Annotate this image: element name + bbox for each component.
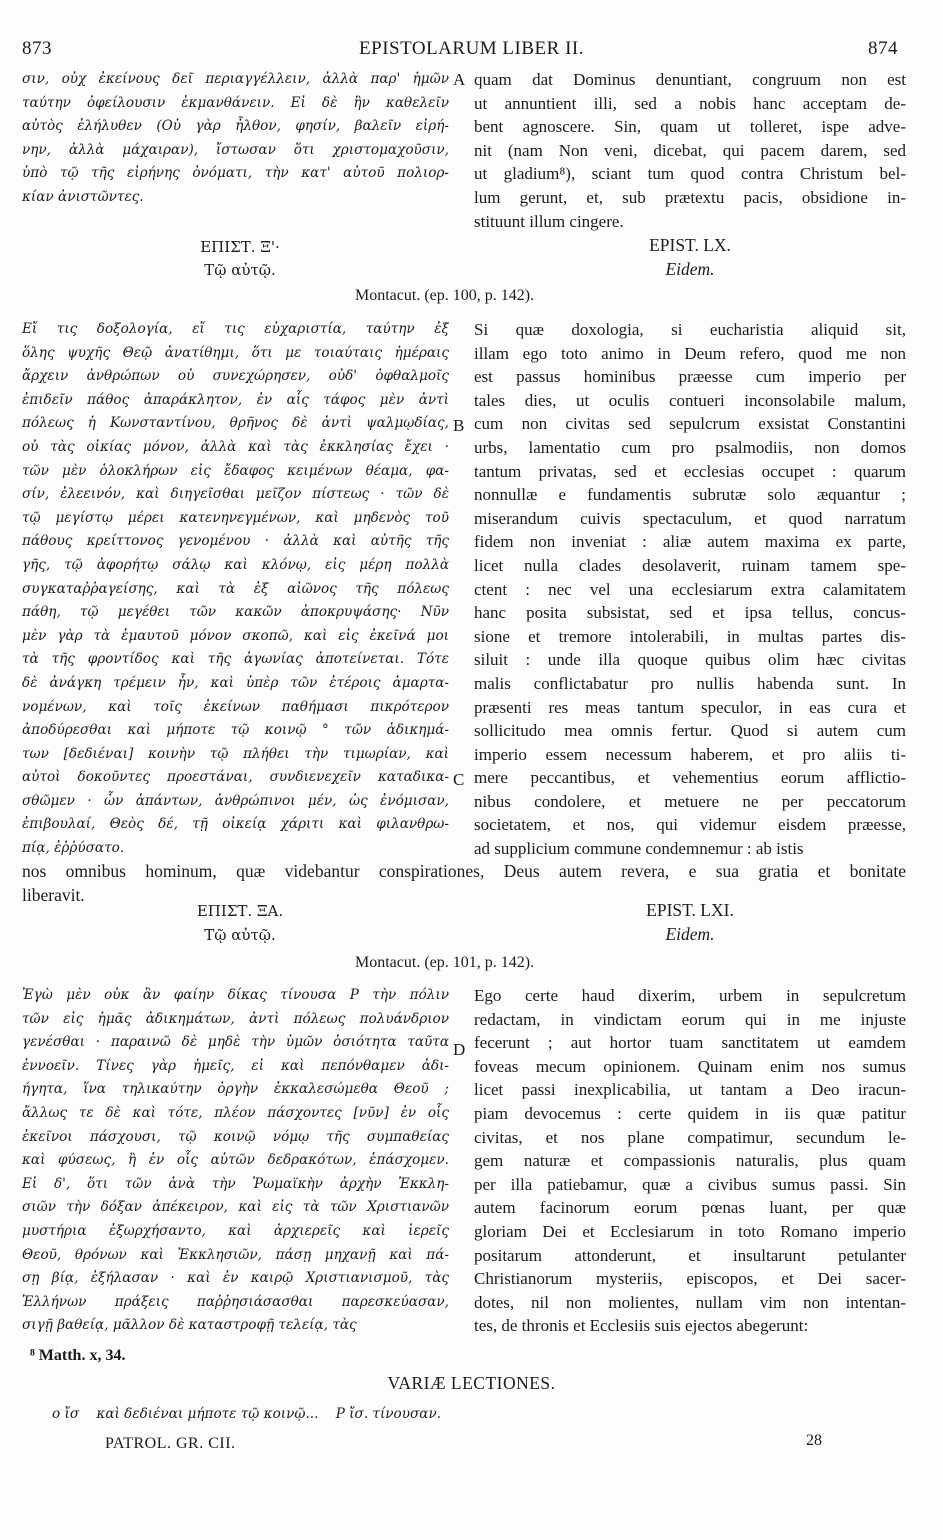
text-line: οὐ τὰς οἰκίας μόνον, ἀλλὰ καὶ τὰς ἐκκλησίας ἔχει · xyxy=(22,438,449,455)
variae-line: ο ἴσ καὶ δεδιέναι μήποτε τῷ κοινῷ... P ἴσ. τίνουσαν. xyxy=(52,1406,442,1422)
text-line: civitas, et nos plane compatimur, secundum le- xyxy=(474,1127,906,1147)
text-line: miserandum cuivis spectaculum, et quod narratum xyxy=(474,508,906,528)
epist60-source: Montacut. (ep. 100, p. 142). xyxy=(355,287,535,304)
text-line: ἀποδύρεσθαι καὶ μήποτε τῷ κοινῷ ° τῶν ἀδικημά- xyxy=(22,722,449,739)
text-line: nonnullæ e fundamentis subrutæ solo æquantur ; xyxy=(474,485,906,505)
variae-heading: VARIÆ LECTIONES. xyxy=(387,1373,556,1393)
text-line: ἄλλως τε δὲ καὶ τότε, πλέον πάσχοντες [νῦν] ἐν οἷς xyxy=(22,1104,449,1121)
text-line: ἐκεῖνοι πάσχουσι, τῷ κοινῷ νόμῳ τῆς συμπαθείας xyxy=(22,1128,449,1145)
text-line: γενέσθαι · παραινῶ δὲ μηδὲ τὴν ὑμῶν ὁσιότητα ταῦτα xyxy=(22,1034,449,1051)
text-line: μυστήρια ἐξωρχήσαντο, καὶ ἀρχιερεῖς καὶ ἱερεῖς xyxy=(22,1222,449,1239)
text-line: tantum privatas, sed et ecclesias occupet : quarum xyxy=(474,461,906,481)
text-line: πάθους κρείττονος γενομένου · ἀλλὰ καὶ αὐτῆς τῆς xyxy=(22,533,449,550)
text-line: Christianorum mysteriis, episcopos, et Dei sacer- xyxy=(474,1269,906,1289)
text-line: dotes, nil non molientes, nullam vim non intentan- xyxy=(474,1292,906,1312)
text-line: positarum attonderunt, et insultarunt petulanter xyxy=(474,1245,906,1265)
epist60-latin-subtitle: Eidem. xyxy=(665,259,715,279)
text-line: per illa patiebamur, quæ a civibus sumus passi. Sin xyxy=(474,1174,906,1194)
epist60-full-line-1: nos omnibus hominum, quæ videbantur conspirationes, Deus autem revera, e sua gratia et bonitate xyxy=(22,861,906,881)
epist61-source: Montacut. (ep. 101, p. 142). xyxy=(355,954,535,971)
text-line: των [δεδιέναι] κοινὴν τῷ πλήθει τὴν τιμωρίαν, καὶ xyxy=(22,745,449,762)
epist61-greek-column xyxy=(22,984,449,1338)
text-line: ἄρχειν ἀνθρώπων οὐ συνεχώρησεν, οὐδ' ὀφθαλμοῖς xyxy=(22,368,449,385)
text-line: ὅλης ψυχῆς Θεῷ ἀνατίθημι, ὅτι με τοιαύταις ἡμέραις xyxy=(22,344,449,361)
text-line: mere peccantibus, et vehementius eorum afflictio- xyxy=(474,768,906,788)
text-line: imperio essem necessum haberem, et pro aliis ti- xyxy=(474,744,906,764)
text-line: ctent : nec vel una ecclesiarum extra calamitatem xyxy=(474,579,906,599)
text-line: ut gladium⁸), sciant tum quod contra Christum bel- xyxy=(474,164,906,184)
text-line: Εἴ τις δοξολογία, εἴ τις εὐχαριστία, ταύτην ἐξ xyxy=(22,321,449,337)
text-line: ἐπιβουλαί, Θεὸς δέ, τῇ οἰκείᾳ χάριτι καὶ φιλανθρω- xyxy=(22,816,449,833)
text-line: ήγητα, ἵνα τηλικαύτην ὀργὴν ἐκκαλεσώμεθα Θεοῦ ; xyxy=(22,1081,449,1098)
text-line: σῃ βίᾳ, ἐξήλασαν · καὶ ἐν καιρῷ Χριστιανισμοῦ, τὰς xyxy=(22,1270,449,1287)
text-line: Ego certe haud dixerim, urbem in sepulcretum xyxy=(474,986,906,1005)
text-line: est passus hominibus præesse cum imperio per xyxy=(474,367,906,387)
text-line: ut annuntient illi, sed a nobis hanc acceptam de- xyxy=(474,93,906,113)
text-line: gloriam Dei et Ecclesiarum in toto Romano imperio xyxy=(474,1221,906,1241)
text-line: σιν, οὐχ ἐκείνους δεῖ περιαγγέλλειν, ἀλλὰ παρ' ἡμῶν xyxy=(22,71,449,87)
text-line: ἐπιδεῖν πάθος ἀπαράκλητον, ἐν αἷς τάφος μὲν ἀντὶ xyxy=(22,391,449,408)
running-title: EPISTOLARUM LIBER II. xyxy=(359,38,584,59)
text-line: τῶν μὲν ὁλοκλήρων εἰς ἔδαφος κειμένων θέαμα, φα- xyxy=(22,462,449,479)
text-line: quam dat Dominus denuntiant, congruum non est xyxy=(474,70,906,89)
epist60-greek-column xyxy=(22,318,449,861)
text-line: νην, ἀλλὰ μάχαιραν), ἴστωσαν ὅτι χριστομαχοῦσιν, xyxy=(22,141,449,158)
text-line: γῆς, τῷ ἀφορήτῳ σάλῳ καὶ κλόνῳ, εἰς μέρη πολλὰ xyxy=(22,556,449,573)
footer-signature: PATROL. GR. CII. xyxy=(105,1435,236,1452)
text-line: νομένων, καὶ τοῖς ἐκείνων παθήμασι πικρότερον xyxy=(22,698,449,715)
text-line: fecerunt ; aut hortor tuam sanctitatem ut eamdem xyxy=(474,1033,906,1053)
text-line: σιγῇ βαθείᾳ, μᾶλλον δὲ καταστροφῇ τελείᾳ, τὰς xyxy=(22,1317,357,1334)
text-line: ὑπὸ τῷ τῆς εἰρήνης ὀνόματι, τὴν κατ' αὐτοῦ πολιορ- xyxy=(22,165,449,182)
text-line: τὰ τῆς φροντίδος καὶ τῆς ἀγωνίας ἀποτείνεται. Τότε xyxy=(22,651,449,668)
epist60-latin-title: EPIST. LX. xyxy=(649,235,731,255)
epist61-greek-title: ΕΠΙΣΤ. ΞΑ. xyxy=(196,902,284,920)
margin-letter-a: A xyxy=(453,70,466,89)
text-line: nit (nam Non veni, dicebat, qui pacem darem, sed xyxy=(474,140,906,160)
text-line: præsenti res meas tantum speculor, in eas cura et xyxy=(474,697,906,717)
text-line: καὶ φύσεως, ἢ ἐν οἷς αὐτῶν δεδρακότων, ἐπάσχομεν. xyxy=(22,1152,449,1169)
text-line: σίν, ἐλεεινόν, καὶ διηγεῖσθαι μεῖζον πίστεως · τῶν δὲ xyxy=(22,486,449,503)
text-line: sione et tremore intolerabili, in multas partes dis- xyxy=(474,626,906,646)
right-page-number: 874 xyxy=(868,38,898,59)
text-line: licet passi inexplicabilia, ut tantam a Deo iracun- xyxy=(474,1080,906,1100)
text-line: nibus condolere, et metuere ne per peccatorum xyxy=(474,791,906,811)
text-line: Si quæ doxologia, si eucharistia aliquid sit, xyxy=(474,320,906,339)
margin-letter-b: B xyxy=(453,416,465,435)
text-line: Εἰ δ', ὅτι τῶν ἀνὰ τὴν Ῥωμαϊκὴν ἀρχὴν Ἐκκλη- xyxy=(22,1175,449,1192)
footer-sheet-number: 28 xyxy=(806,1432,822,1449)
epist61-latin-column xyxy=(474,984,906,1338)
text-line: μὲν γὰρ τὰ ἐμαυτοῦ μόνον σκοπῶ, καὶ εἰς ἐκεῖνά μοι xyxy=(22,627,449,644)
footnote: ⁸ Matth. x, 34. xyxy=(30,1347,126,1364)
epist60-greek-subtitle: Τῷ αὐτῷ. xyxy=(204,261,276,279)
text-line: societatem, et nos, qui videmur eisdem præesse, xyxy=(474,815,906,835)
epist61-latin-subtitle: Eidem. xyxy=(665,924,715,944)
epist60-full-line-2: liberavit. xyxy=(22,885,85,905)
text-line: cum non civitas sed sepulcrum exsistat Constantini xyxy=(474,414,906,434)
text-line: ad supplicium commune condemnemur : ab istis xyxy=(474,839,804,859)
text-line: autem facinorum eorum pœnas luant, per quæ xyxy=(474,1198,906,1218)
left-page-number: 873 xyxy=(22,38,52,59)
text-line: tes, de thronis et Ecclesiis suis ejectos abegerunt: xyxy=(474,1316,809,1336)
text-line: hanc posita subsistat, sed et ipsa tellus, concus- xyxy=(474,603,906,623)
text-line: piam devocemus : certe quidem in iis quæ patitur xyxy=(474,1103,906,1123)
epist60-latin-column xyxy=(474,318,906,861)
text-line: urbs, lamentatio cum pro psalmodiis, non domos xyxy=(474,437,906,457)
section1-greek-column xyxy=(22,68,449,210)
text-line: siluit : unde illa quoque quibus olim hæc civitas xyxy=(474,650,906,670)
text-line: foveas mecum opinionem. Quinam enim nos sumus xyxy=(474,1056,906,1076)
section1-latin-column xyxy=(474,68,906,233)
text-line: σιῶν τὴν δόξαν ἀπέκειρον, καὶ εἰς τὰ τῶν Χριστιανῶν xyxy=(22,1199,449,1216)
margin-letter-c: C xyxy=(453,770,465,789)
text-line: δὲ ἀνάγκη τρέμειν ἦν, καὶ ὑπὲρ τῶν ἑτέροις ἁμαρτα- xyxy=(22,674,449,691)
text-line: τῶν εἰς ἡμᾶς ἀδικημάτων, ἀντὶ πόλεως πολυάνδριον xyxy=(22,1010,449,1027)
text-line: lum gerunt, et, sub prætextu pacis, obsidione in- xyxy=(474,187,906,207)
text-line: σθῶμεν · ὧν ἁπάντων, ἀνθρώπινοι μέν, ὡς ἐνόμισαν, xyxy=(22,792,449,809)
text-line: συγκαταῤῥαγείσης, καὶ τὰ ἐξ αἰῶνος τῆς πόλεως xyxy=(22,580,449,597)
text-line: Ἐγὼ μὲν οὐκ ἂν φαίην δίκας τίνουσα P τὴν πόλιν xyxy=(22,987,449,1003)
text-line: fidem non inveniat : aliæ autem maxima ex parte, xyxy=(474,532,906,552)
text-line: Ἑλλήνων πράξεις παῤῥησιάσασθαι παρεσκεύασαν, xyxy=(22,1293,449,1310)
text-line: πόλεως ἡ Κωνσταντίνου, θρῆνος δὲ ἀντὶ ψαλμῳδίας, xyxy=(22,415,449,432)
text-line: αὐτὸς ἐλήλυθεν (Οὐ γὰρ ἦλθον, φησίν, βαλεῖν εἰρή- xyxy=(22,118,449,135)
text-line: stituunt illum cingere. xyxy=(474,211,624,231)
text-line: Θεοῦ, θρόνων καὶ Ἐκκλησιῶν, πάσῃ μηχανῇ καὶ πά- xyxy=(22,1246,449,1263)
epist60-greek-title: ΕΠΙΣΤ. Ξ'· xyxy=(200,238,280,256)
text-line: redactam, in vindictam eorum qui in me injuste xyxy=(474,1009,906,1029)
text-line: πάθη, τῷ μεγέθει τῶν κακῶν ἀποκρυψάσης· Νῦν xyxy=(22,604,449,621)
text-line: κίαν ἀνιστῶντες. xyxy=(22,188,144,205)
margin-letter-d: D xyxy=(453,1040,466,1059)
epist61-greek-subtitle: Τῷ αὐτῷ. xyxy=(204,926,276,944)
text-line: sollicitudo mea omnis fertur. Quod si autem cum xyxy=(474,721,906,741)
text-line: αὐτοὶ δοκοῦντες προεστάναι, συνδιενεχεῖν καταδικα- xyxy=(22,769,449,786)
text-line: bent agnoscere. Sin, quam ut tolleret, ispe adve- xyxy=(474,117,906,137)
text-line: malis conflictabatur pro nullis habenda sunt. In xyxy=(474,673,906,693)
text-line: tales dies, ut oculis contueri inconsolabile malum, xyxy=(474,390,906,410)
epist61-latin-title: EPIST. LXI. xyxy=(646,900,734,920)
text-line: licet nulla clades desolaverit, ruinam tamem spe- xyxy=(474,555,906,575)
text-line: πίᾳ, ἐῤῥύσατο. xyxy=(22,840,125,857)
text-line: illam ego toto animo in Deum refero, quod me non xyxy=(474,343,906,363)
text-line: τῷ μεγίστῳ μέρει κατενηνεγμένων, καὶ μηδενὸς τοῦ xyxy=(22,509,449,526)
text-line: gem naturæ et compassionis naturalis, plus quam xyxy=(474,1151,906,1171)
text-line: ταύτην ὀφείλουσιν ἐκμανθάνειν. Εἰ δὲ ἣν καθελεῖν xyxy=(22,94,449,111)
text-line: ἐννοεῖν. Τίνες γὰρ ἡμεῖς, εἰ καὶ πεπόνθαμεν ἀδι- xyxy=(22,1057,449,1074)
